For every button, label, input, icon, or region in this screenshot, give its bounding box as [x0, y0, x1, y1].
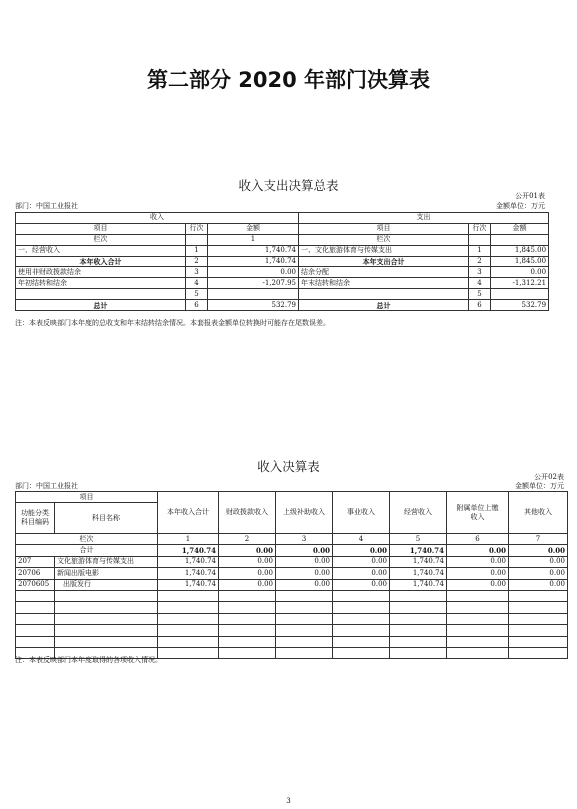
column-index-number: 2 — [219, 534, 276, 545]
cell-value: 0.00 — [447, 556, 509, 567]
cell-value: 1,740.74 — [390, 556, 447, 567]
table1-note: 注：本表反映部门本年度的总收支和年末结转结余情况。本套报表金额单位转换时可能存在尾数误差。 — [15, 319, 330, 327]
column-index-label: 栏次 — [16, 234, 186, 245]
expense-row-no: 2 — [469, 256, 491, 267]
expense-amount: 0.00 — [491, 267, 549, 278]
fiscal-income-header: 财政拨款收入 — [219, 492, 276, 534]
income-item: 一、经营收入 — [16, 245, 186, 256]
table2-title: 收入决算表 — [257, 459, 320, 474]
cell-value: 1,740.74 — [158, 579, 219, 590]
cell-value: 0.00 — [219, 579, 276, 590]
table-row-empty — [16, 590, 568, 601]
total-value: 0.00 — [447, 545, 509, 556]
superior-subsidy-header: 上级补助收入 — [276, 492, 333, 534]
cell-value: 0.00 — [333, 579, 390, 590]
income-item: 本年收入合计 — [16, 256, 186, 267]
expense-amount: 1,845.00 — [491, 245, 549, 256]
income-amount: 0.00 — [208, 267, 299, 278]
column-index-label: 栏次 — [16, 534, 158, 545]
cell-value: 0.00 — [333, 556, 390, 567]
func-code: 20706 — [16, 568, 55, 579]
expense-item: 年末结转和结余 — [299, 278, 469, 289]
cell-value: 0.00 — [219, 568, 276, 579]
func-code-header: 功能分类 科目编码 — [16, 503, 55, 534]
cell-value: 1,740.74 — [390, 568, 447, 579]
item-header: 项目 — [16, 492, 158, 503]
expense-item: 结余分配 — [299, 267, 469, 278]
table-row-empty — [16, 625, 568, 636]
total-value: 0.00 — [276, 545, 333, 556]
expense-row-no: 1 — [469, 245, 491, 256]
expense-amount: 1,845.00 — [491, 256, 549, 267]
total-value: 1,740.74 — [158, 545, 219, 556]
table-row-empty — [16, 602, 568, 613]
expense-group-header: 支出 — [299, 213, 549, 224]
income-row-no: 6 — [186, 300, 208, 311]
cell-value: 0.00 — [276, 568, 333, 579]
column-index-label: 栏次 — [299, 234, 469, 245]
income-row-no: 1 — [186, 245, 208, 256]
other-income-header: 其他收入 — [509, 492, 568, 534]
income-row-header: 行次 — [186, 223, 208, 234]
cell-value: 0.00 — [219, 556, 276, 567]
income-group-header: 收入 — [16, 213, 299, 224]
income-item-header: 项目 — [16, 223, 186, 234]
income-amount: -1,207.95 — [208, 278, 299, 289]
expense-total-label: 总计 — [299, 300, 469, 311]
table-row — [16, 256, 549, 267]
income-row-no: 3 — [186, 267, 208, 278]
expense-total-amount: 532.79 — [491, 300, 549, 311]
table1-dept: 部门：中国工业报社 — [15, 202, 78, 210]
table2-dept: 部门：中国工业报社 — [15, 482, 78, 490]
expense-row-no: 3 — [469, 267, 491, 278]
expense-item-header: 项目 — [299, 223, 469, 234]
affiliated-income-header: 附属单位上缴 收入 — [447, 492, 509, 534]
table-row — [16, 278, 549, 289]
table1-code: 公开01表 — [515, 192, 545, 200]
income-amount — [208, 289, 299, 300]
business-income-header: 事业收入 — [333, 492, 390, 534]
expense-row-no: 5 — [469, 289, 491, 300]
cell-value: 1,740.74 — [390, 579, 447, 590]
table-row-total — [16, 545, 568, 556]
income-total-amount: 532.79 — [208, 300, 299, 311]
table2-code: 公开02表 — [534, 473, 564, 481]
total-label: 合计 — [16, 545, 158, 556]
table-row-total — [16, 300, 549, 311]
table-row — [16, 245, 549, 256]
income-item: 年初结转和结余 — [16, 278, 186, 289]
table-row — [16, 579, 568, 590]
income-amount-header: 金额 — [208, 223, 299, 234]
cell-value: 0.00 — [447, 579, 509, 590]
expense-amount — [491, 289, 549, 300]
cell-value: 0.00 — [509, 568, 568, 579]
expense-amount-header: 金额 — [491, 223, 549, 234]
column-index-number: 4 — [333, 534, 390, 545]
column-index-number: 6 — [447, 534, 509, 545]
table-row — [16, 289, 549, 300]
income-item: 使用非财政拨款结余 — [16, 267, 186, 278]
income-row-no: 5 — [186, 289, 208, 300]
expense-item: 一、文化旅游体育与传媒支出 — [299, 245, 469, 256]
cell-value: 0.00 — [276, 556, 333, 567]
column-index-number: 1 — [208, 234, 299, 245]
cell-value: 1,740.74 — [158, 556, 219, 567]
cell-value: 0.00 — [509, 556, 568, 567]
income-detail-table — [15, 491, 568, 659]
expense-row-no: 4 — [469, 278, 491, 289]
expense-amount: -1,312.21 — [491, 278, 549, 289]
cell-value: 0.00 — [509, 579, 568, 590]
expense-row-no: 6 — [469, 300, 491, 311]
total-value: 1,740.74 — [390, 545, 447, 556]
table1-title: 收入支出决算总表 — [238, 178, 339, 193]
expense-row-header: 行次 — [469, 223, 491, 234]
page-title: 第二部分 2020 年部门决算表 — [146, 68, 431, 92]
income-row-no: 4 — [186, 278, 208, 289]
column-index-number: 1 — [158, 534, 219, 545]
table-row-empty — [16, 613, 568, 624]
cell-value: 1,740.74 — [158, 568, 219, 579]
income-amount: 1,740.74 — [208, 256, 299, 267]
func-code: 2070605 — [16, 579, 55, 590]
subject-name: 文化旅游体育与传媒支出 — [55, 556, 158, 567]
expense-item: 本年支出合计 — [299, 256, 469, 267]
table2-unit: 金额单位：万元 — [515, 482, 564, 490]
total-value: 0.00 — [333, 545, 390, 556]
table1-unit: 金额单位：万元 — [496, 202, 545, 210]
table2-note: 注：本表反映部门本年度取得的各项收入情况。 — [15, 656, 162, 664]
subject-name: 新闻出版电影 — [55, 568, 158, 579]
subject-name: 出版发行 — [55, 579, 158, 590]
column-index-number: 3 — [276, 534, 333, 545]
table-row-empty — [16, 636, 568, 647]
income-expense-summary-table — [15, 212, 549, 311]
table-row — [16, 556, 568, 567]
cell-value: 0.00 — [276, 579, 333, 590]
cell-value: 0.00 — [333, 568, 390, 579]
column-index-number: 7 — [509, 534, 568, 545]
income-item — [16, 289, 186, 300]
total-value: 0.00 — [509, 545, 568, 556]
income-amount: 1,740.74 — [208, 245, 299, 256]
table-row — [16, 568, 568, 579]
income-total-label: 总计 — [16, 300, 186, 311]
total-income-header: 本年收入合计 — [158, 492, 219, 534]
table-row — [16, 267, 549, 278]
total-value: 0.00 — [219, 545, 276, 556]
cell-value: 0.00 — [447, 568, 509, 579]
income-row-no: 2 — [186, 256, 208, 267]
subject-name-header: 科目名称 — [55, 503, 158, 534]
expense-item — [299, 289, 469, 300]
column-index-number: 5 — [390, 534, 447, 545]
operating-income-header: 经营收入 — [390, 492, 447, 534]
func-code: 207 — [16, 556, 55, 567]
page-number: 3 — [286, 797, 291, 805]
